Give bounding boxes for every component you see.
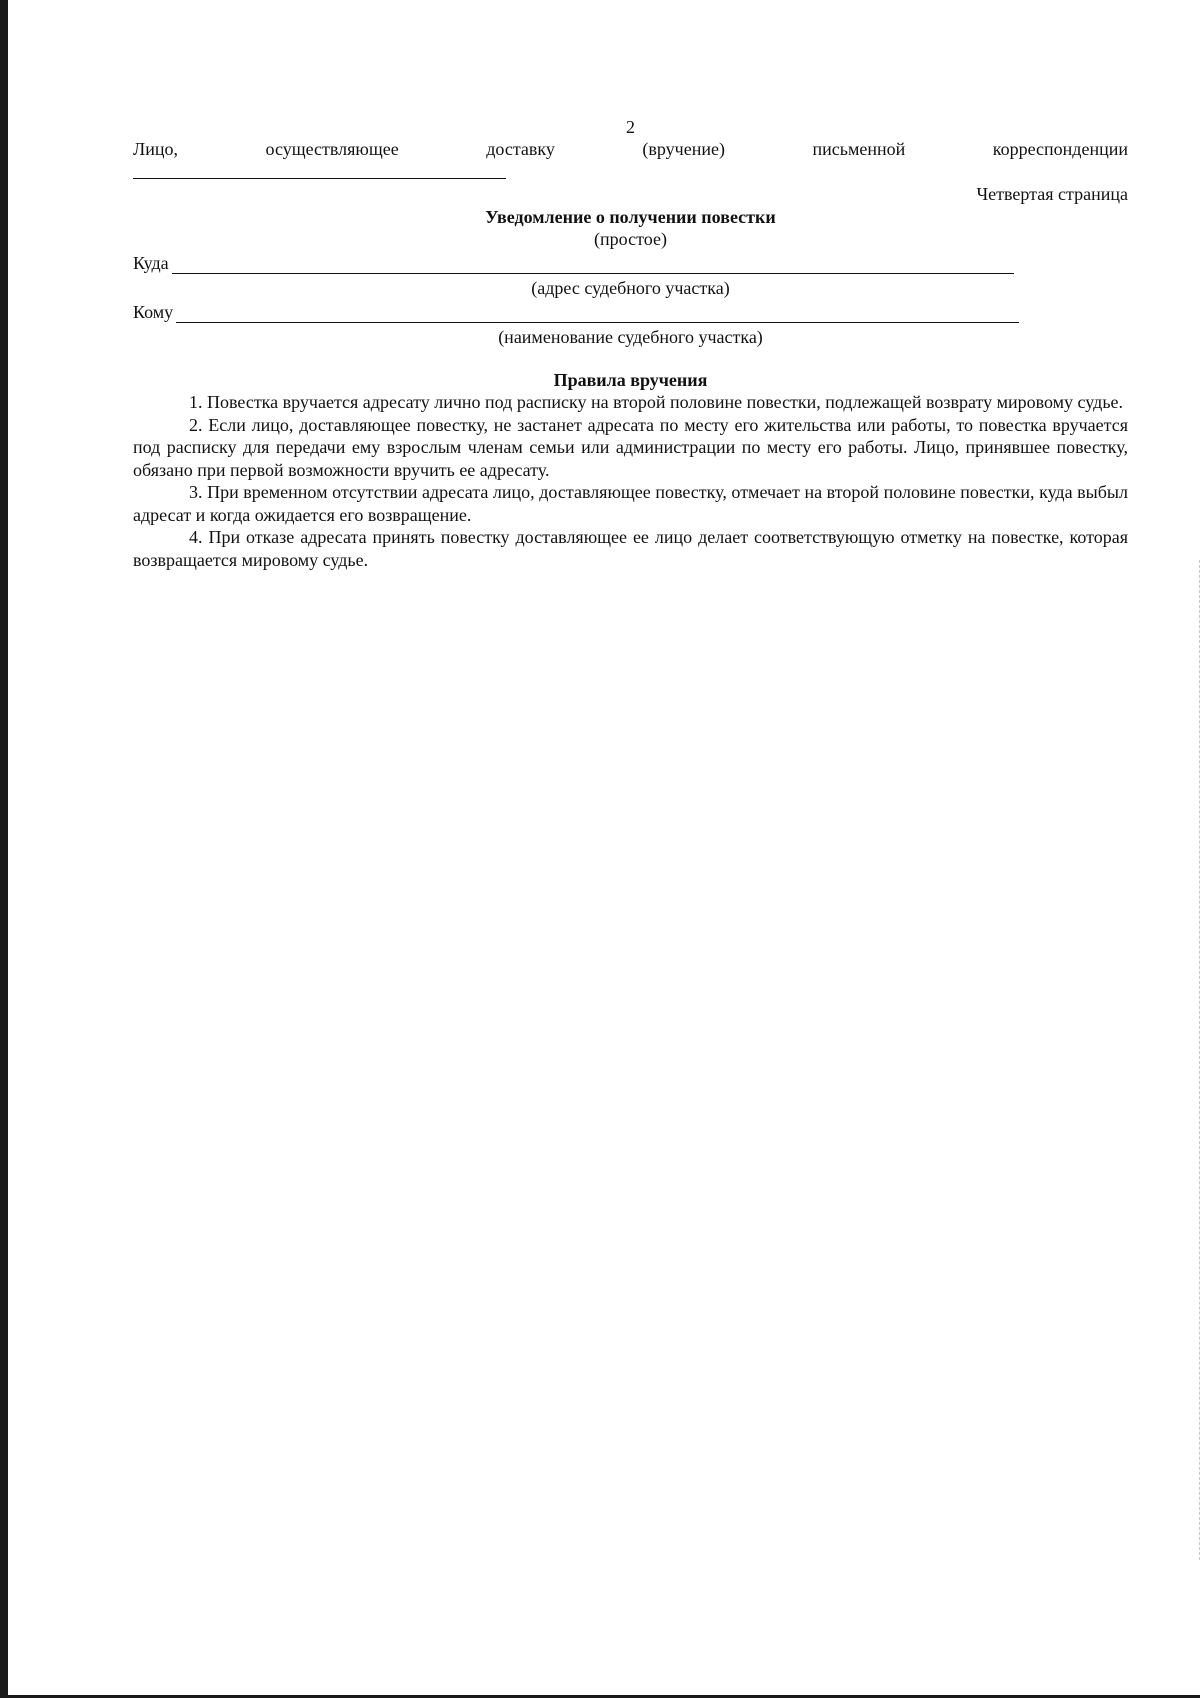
courier-word: (вручение) [642,139,725,159]
notice-title: Уведомление о получении повестки [485,207,776,227]
to-whom-field[interactable] [176,304,1019,323]
fourth-page-label: Четвертая страница [976,184,1128,204]
page-number: 2 [626,117,635,137]
courier-signature-line[interactable] [133,160,506,179]
document-content [133,116,1128,571]
to-where-field[interactable] [172,255,1014,274]
to-where-caption: (адрес судебного участка) [531,278,730,298]
courier-line [133,138,1128,160]
courier-word: корреспонденции [992,139,1128,159]
to-where-label: Куда [133,253,169,273]
rule-paragraph: 3. При временном отсутствии адресата лицо, доставляющее повестку, отмечает на второй половине повестки, куда выбыл адресат и когда ожидается его возвращение. [133,482,1128,525]
to-whom-caption: (наименование судебного участка) [498,327,763,347]
to-where-row [133,252,1128,274]
to-whom-label: Кому [133,302,174,322]
rules-title: Правила вручения [553,370,708,390]
rule-paragraph: 4. При отказе адресата принять повестку доставляющее ее лицо делает соответствующую отметку на повестке, которая возвращается мировому судье. [133,527,1128,570]
rule-paragraph: 2. Если лицо, доставляющее повестку, не застанет адресата по месту его жительства или работы, то повестка вручается под расписку для передачи ему взрослым членам семьи или администрации по месту его работы. Лицо, принявшее повестку, обязано при первой возможности вручить ее адресату. [133,414,1128,480]
courier-word: осуществляющее [265,139,399,159]
notice-subtitle: (простое) [594,229,667,249]
courier-word: Лицо, [133,139,178,159]
scan-left-edge [0,0,8,1698]
to-whom-row [133,301,1128,323]
rule-paragraph: 1. Повестка вручается адресату лично под расписку на второй половине повестки, подлежащей возврату мировому судье. [189,392,1124,412]
courier-word: доставку [486,139,555,159]
courier-word: письменной [812,139,906,159]
